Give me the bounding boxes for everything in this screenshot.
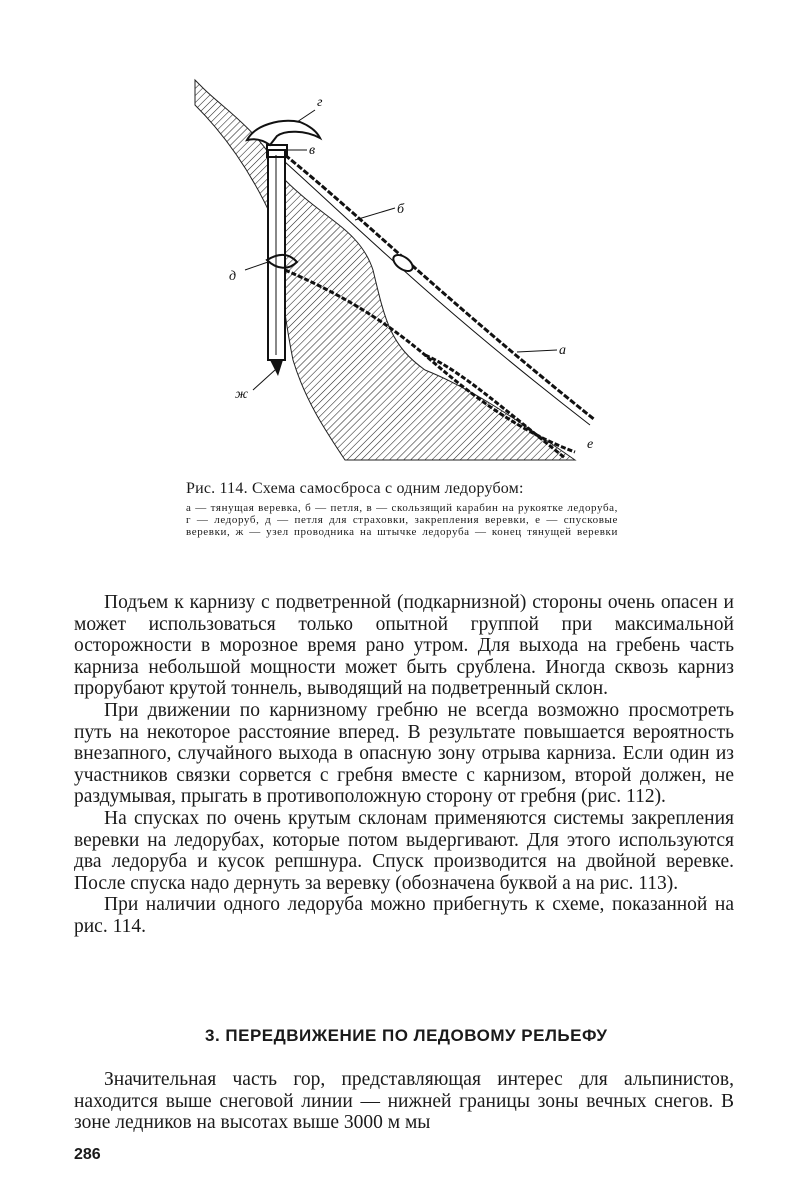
label-b: б bbox=[397, 202, 405, 217]
paragraph-4: При наличии одного ледоруба можно прибегнуть к схеме, показанной на рис. 114. bbox=[74, 894, 734, 937]
section-heading: 3. ПЕРЕДВИЖЕНИЕ ПО ЛЕДОВОМУ РЕЛЬЕФУ bbox=[205, 1026, 608, 1045]
label-zh: ж bbox=[235, 387, 249, 402]
paragraph-2: При движении по карнизному гребню не всегда возможно просмотреть путь на некоторое расстояние вперед. В результате повышается вероятность внезапного, случайного выхода в опасную зону отрыва карниза. Если один из участников связки сорвется с гребня вместе с карнизом, второй должен, не раздумывая, прыгать в противоположную сторону от гребня (рис. 112). bbox=[74, 699, 734, 808]
caption-text: а — тянущая веревка, б — петля, в — скользящий карабин на рукоятке ледоруба, г — ледоруб, д — петля для страховки, закрепления веревки, е — спусковые веревки, ж — узел проводника на штычке ледоруба — конец тянущей веревки bbox=[186, 502, 618, 538]
figure-caption bbox=[186, 479, 618, 550]
label-d: д bbox=[229, 269, 237, 284]
label-g: г bbox=[317, 95, 323, 110]
ice-axe-spike bbox=[270, 360, 283, 376]
label-v: в bbox=[309, 143, 316, 158]
rope-knot bbox=[391, 252, 416, 274]
caption-title: Рис. 114. Схема самосброса с одним ледорубом: bbox=[186, 480, 524, 497]
paragraph-3: На спусках по очень крутым склонам применяются системы закрепления веревки на ледорубах, которые потом выдергивают. Для этого используются два ледоруба и кусок репшнура. Спуск производится на двойной веревке. После спуска надо дернуть за веревку (обозначена буквой а на рис. 113). bbox=[74, 807, 734, 894]
body-text bbox=[74, 592, 734, 938]
page-number: 286 bbox=[74, 1146, 101, 1163]
paragraph-1: Подъем к карнизу с подветренной (подкарнизной) стороны очень опасен и может использоваться только опытной группой при максимальной осторожности в морозное время рано утром. Для выхода на гребень часть карниза небольшой мощности может быть срублена. Иногда сквозь карниз прорубают крутой тоннель, выводящий на подветренный склон. bbox=[74, 592, 734, 700]
label-a: а bbox=[559, 343, 566, 358]
paragraph-5: Значительная часть гор, представляющая интерес для альпинистов, находится выше снеговой линии — нижней границы зоны вечных снегов. В зоне ледников на высотах выше 3000 м мы bbox=[74, 1069, 734, 1134]
label-e: е bbox=[587, 437, 594, 452]
body-text-continued bbox=[74, 1069, 734, 1134]
ice-axe-diagram bbox=[185, 70, 615, 470]
